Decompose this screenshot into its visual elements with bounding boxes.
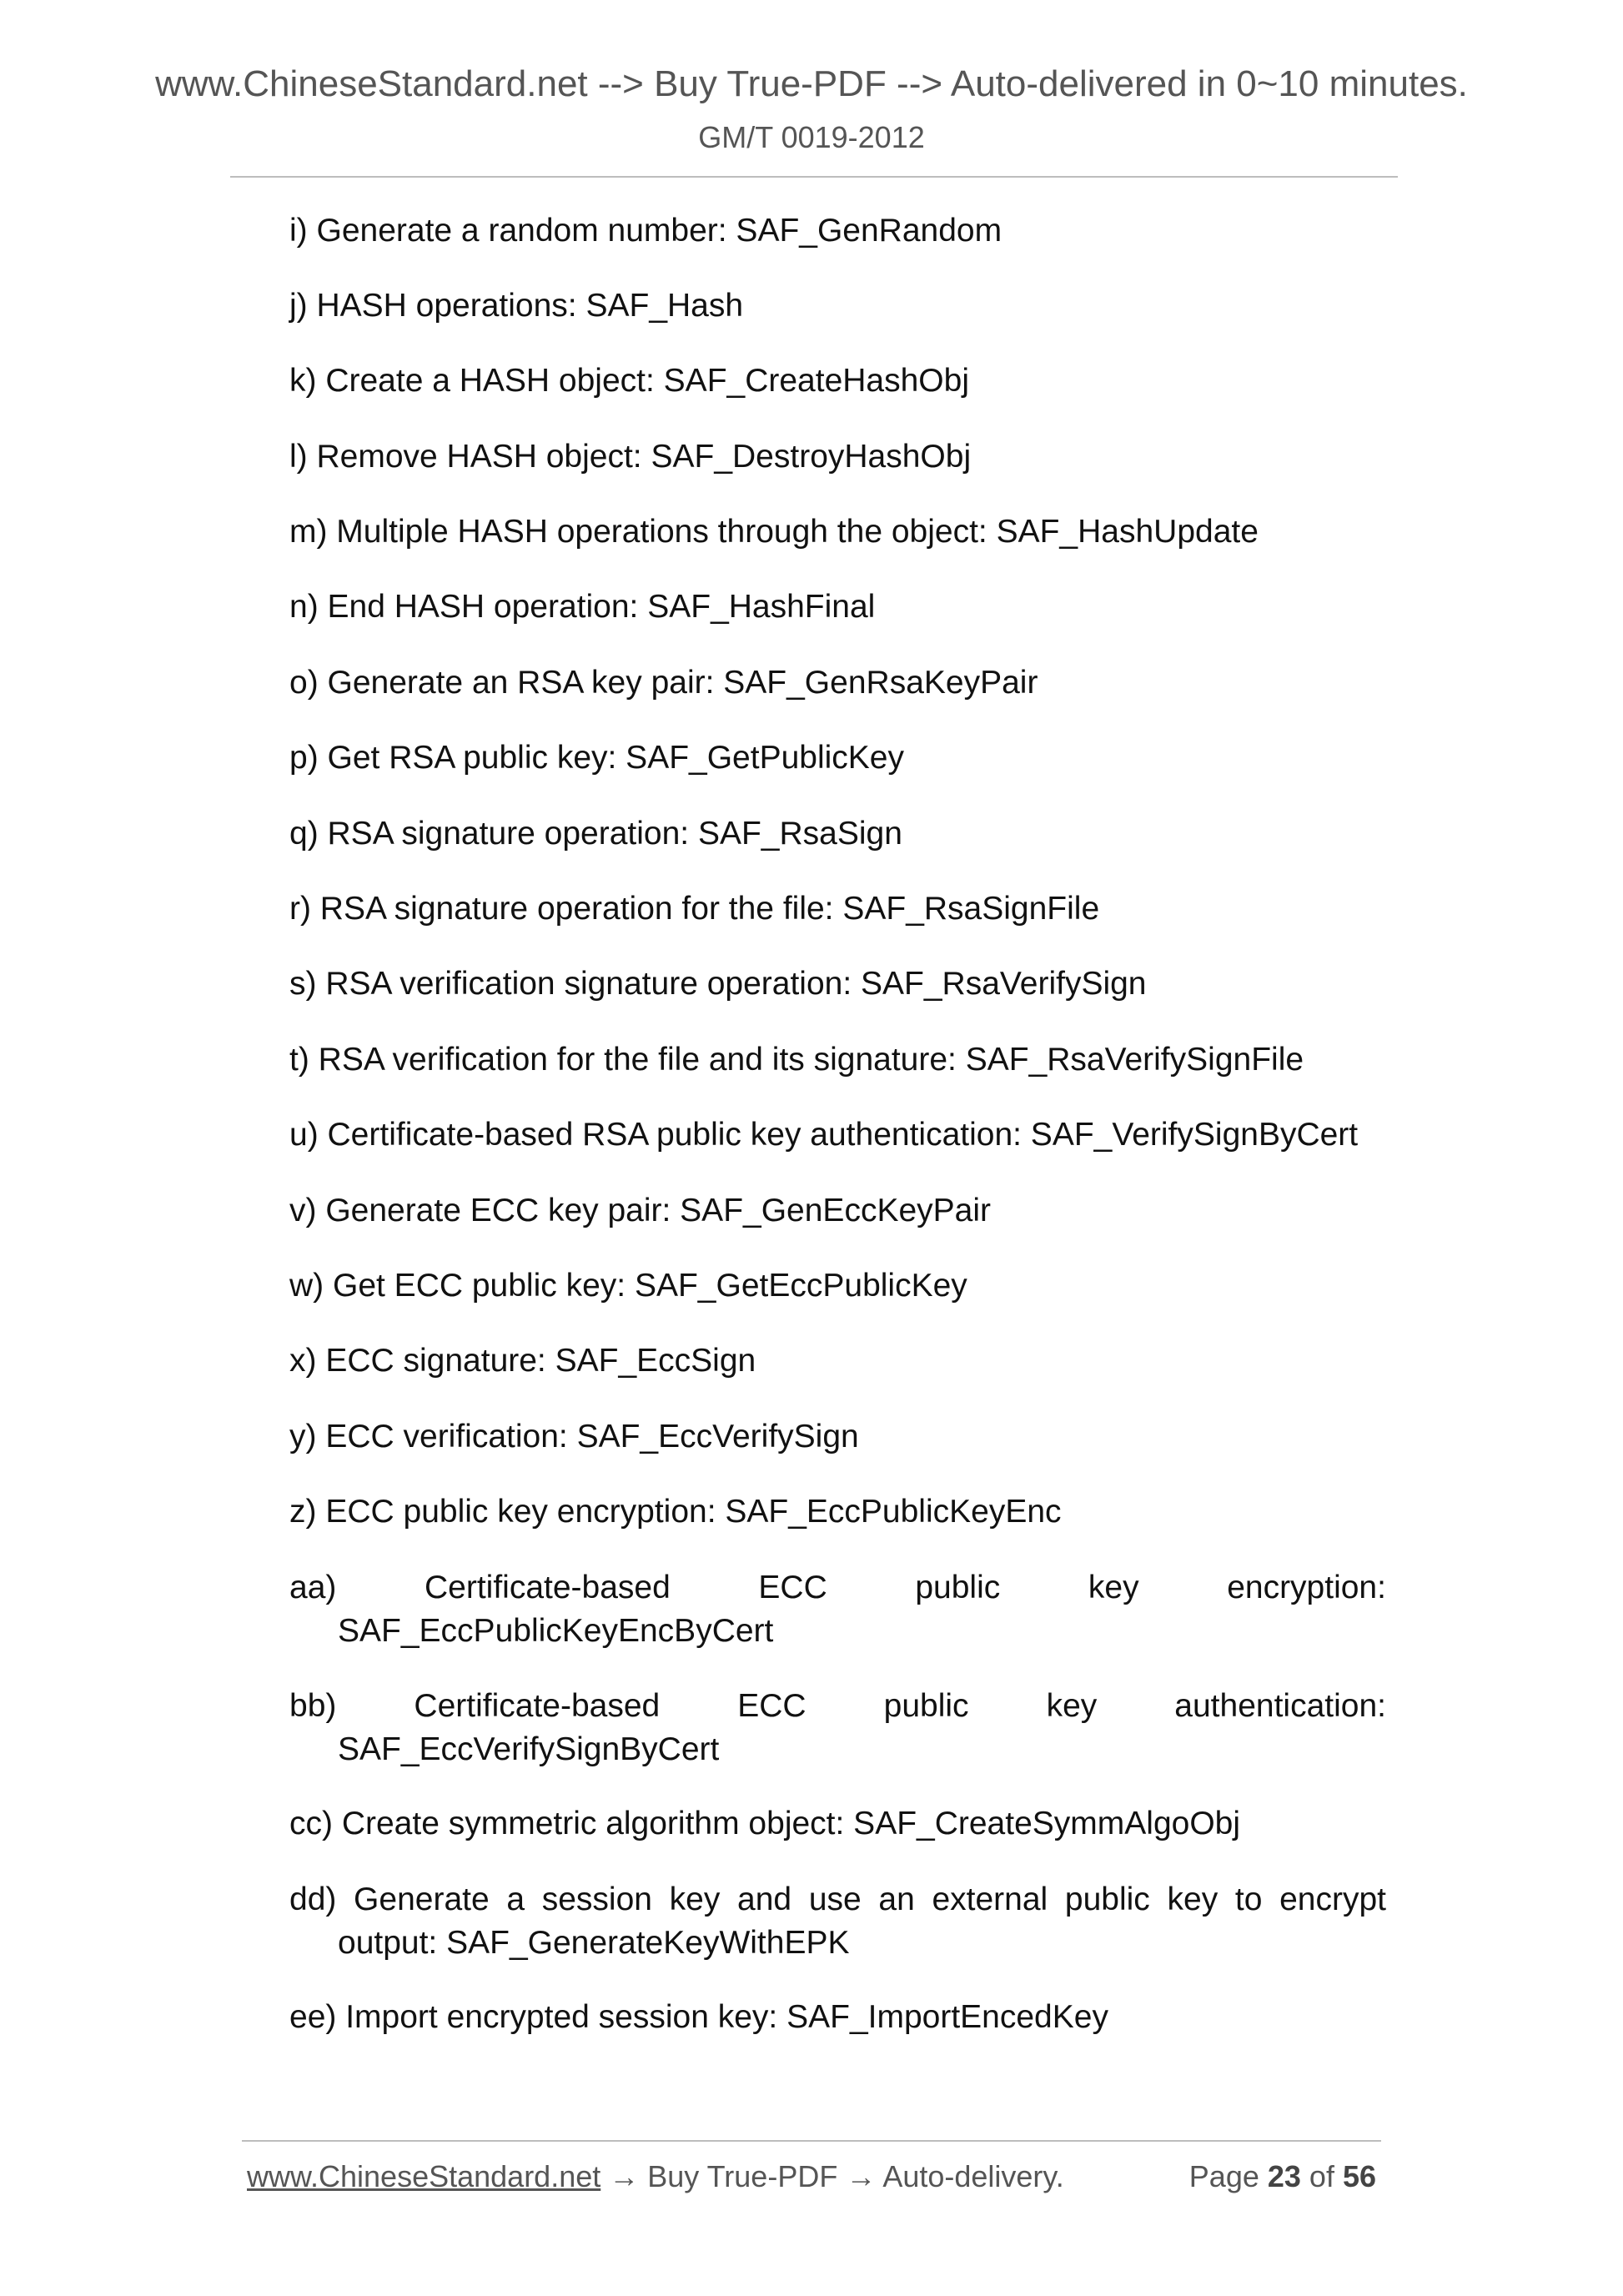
total-pages: 56 [1342, 2159, 1376, 2193]
list-item: o) Generate an RSA key pair: SAF_GenRsaKeyPair [289, 665, 1038, 701]
list-item: z) ECC public key encryption: SAF_EccPublicKeyEnc [289, 1494, 1062, 1530]
page-indicator [1189, 2159, 1376, 2194]
footer-tagline: → Buy True-PDF → Auto-delivery. [600, 2159, 1064, 2193]
word: bb) [289, 1688, 337, 1724]
list-item: i) Generate a random number: SAF_GenRandom [289, 213, 1002, 249]
list-item-bb [289, 1685, 1386, 1771]
word: Certificate-based [414, 1688, 661, 1724]
list-item: s) RSA verification signature operation: SAF_RsaVerifySign [289, 966, 1147, 1002]
function-name: SAF_EccVerifySignByCert [338, 1731, 720, 1767]
header-banner: www.ChineseStandard.net --> Buy True-PDF --> Auto-delivered in 0~10 minutes. [155, 63, 1468, 104]
word: key [1046, 1688, 1098, 1724]
word: public [915, 1570, 1001, 1605]
list-item: u) Certificate-based RSA public key authentication: SAF_VerifySignByCert [289, 1117, 1359, 1153]
word: Certificate-based [424, 1570, 671, 1605]
footer-divider [242, 2140, 1381, 2142]
list-item: m) Multiple HASH operations through the object: SAF_HashUpdate [289, 514, 1259, 550]
word: encryption: [1227, 1570, 1386, 1605]
list-item: j) HASH operations: SAF_Hash [289, 288, 744, 324]
page-label: Page [1188, 2159, 1268, 2193]
word: ECC [758, 1570, 827, 1605]
list-item: l) Remove HASH object: SAF_DestroyHashObj [289, 439, 972, 475]
page-number: 23 [1267, 2159, 1301, 2193]
word: public [883, 1688, 969, 1724]
standard-code: GM/T 0019-2012 [698, 120, 925, 154]
list-item: n) End HASH operation: SAF_HashFinal [289, 589, 876, 625]
list-item: k) Create a HASH object: SAF_CreateHashObj [289, 363, 970, 399]
word: ECC [737, 1688, 806, 1724]
site-link[interactable]: www.ChineseStandard.net [247, 2159, 601, 2193]
list-item: w) Get ECC public key: SAF_GetEccPublicKey [289, 1268, 967, 1304]
list-item: t) RSA verification for the file and its signature: SAF_RsaVerifySignFile [289, 1042, 1304, 1078]
word: key [1088, 1570, 1139, 1605]
footer-promo [247, 2159, 1064, 2194]
list-item: ee) Import encrypted session key: SAF_ImportEncedKey [289, 1999, 1108, 2035]
list-item: x) ECC signature: SAF_EccSign [289, 1343, 756, 1379]
of-label: of [1300, 2159, 1343, 2193]
list-item: r) RSA signature operation for the file: SAF_RsaSignFile [289, 891, 1100, 927]
list-item: dd) Generate a session key and use an external public key to encrypt output: SAF_GenerateKeyWithEPK [289, 1882, 1386, 1961]
list-item-aa [289, 1566, 1386, 1653]
word: authentication: [1174, 1688, 1386, 1724]
list-item: p) Get RSA public key: SAF_GetPublicKey [289, 740, 905, 776]
list-item: cc) Create symmetric algorithm object: SAF_CreateSymmAlgoObj [289, 1806, 1241, 1841]
word: aa) [289, 1570, 337, 1605]
list-item: q) RSA signature operation: SAF_RsaSign [289, 816, 902, 852]
list-item: v) Generate ECC key pair: SAF_GenEccKeyPair [289, 1193, 991, 1228]
function-name: SAF_EccPublicKeyEncByCert [338, 1613, 774, 1649]
list-item: y) ECC verification: SAF_EccVerifySign [289, 1419, 859, 1454]
